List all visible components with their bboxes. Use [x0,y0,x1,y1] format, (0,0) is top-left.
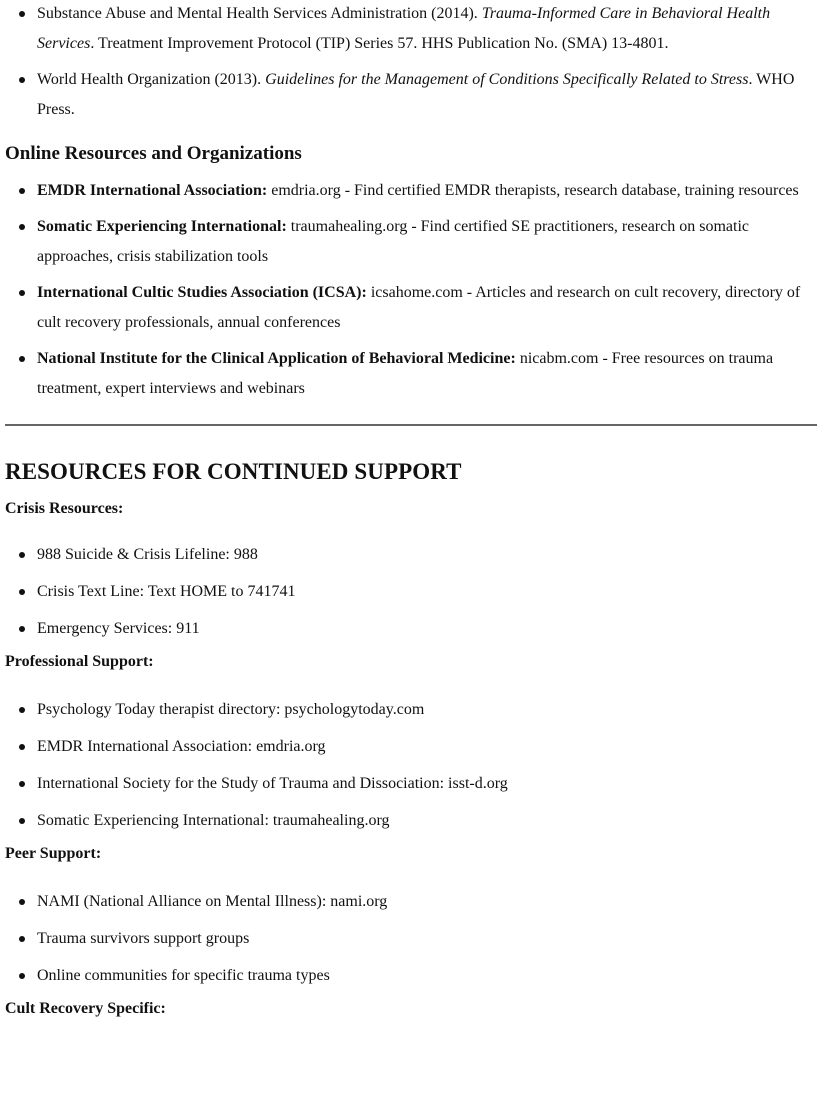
org-description: icsahome.com - Articles and research on cult recovery, directory of cult recovery professionals, annual conferences [37,284,801,331]
list-item: EMDR International Association: emdria.org [5,732,820,762]
list-item: Trauma survivors support groups [5,924,820,954]
list-item: Online communities for specific trauma types [5,961,820,991]
document-page [5,0,820,1020]
online-resources-heading: Online Resources and Organizations [5,143,302,164]
reference-details: . Treatment Improvement Protocol (TIP) Series 57. HHS Publication No. (SMA) 13-4801. [90,35,669,52]
list-item: NAMI (National Alliance on Mental Illness): nami.org [5,887,820,917]
list-item [5,212,820,272]
crisis-resources-label: Crisis Resources: [5,500,124,517]
reference-details: . WHO Press. [37,71,795,118]
list-item [5,65,820,125]
org-description: nicabm.com - Free resources on trauma treatment, expert interviews and webinars [37,350,774,397]
org-description: emdria.org - Find certified EMDR therapists, research database, training resources [267,182,799,199]
crisis-resources-list [5,540,820,644]
reference-title: Guidelines for the Management of Conditions Specifically Related to Stress [265,71,749,88]
org-description: traumahealing.org - Find certified SE practitioners, research on somatic approaches, crisis stabilization tools [37,218,749,265]
list-item [5,278,820,338]
list-item: 988 Suicide & Crisis Lifeline: 988 [5,540,820,570]
list-item: Emergency Services: 911 [5,614,820,644]
list-item: International Society for the Study of Trauma and Dissociation: isst-d.org [5,769,820,799]
professional-support-list [5,695,820,836]
org-name: EMDR International Association: [37,182,268,199]
reference-title: Trauma-Informed Care in Behavioral Health Services [37,5,771,52]
reference-author: Substance Abuse and Mental Health Services Administration (2014). [37,5,482,22]
org-name: National Institute for the Clinical Application of Behavioral Medicine: [37,350,516,367]
peer-support-label: Peer Support: [5,845,102,862]
org-name: Somatic Experiencing International: [37,218,287,235]
professional-support-label: Professional Support: [5,653,154,670]
reference-author: World Health Organization (2013). [37,71,266,88]
continued-support-heading: RESOURCES FOR CONTINUED SUPPORT [5,459,462,484]
org-name: International Cultic Studies Association (ICSA): [37,284,367,301]
peer-support-list [5,887,820,991]
list-item [5,176,820,206]
cult-recovery-label: Cult Recovery Specific: [5,1000,166,1017]
list-item: Psychology Today therapist directory: psychologytoday.com [5,695,820,725]
list-item [5,0,820,59]
list-item [5,344,820,404]
list-item: Crisis Text Line: Text HOME to 741741 [5,577,820,607]
online-resources-list [5,176,820,404]
list-item: Somatic Experiencing International: traumahealing.org [5,806,820,836]
references-list [5,0,820,125]
section-divider [5,424,817,426]
